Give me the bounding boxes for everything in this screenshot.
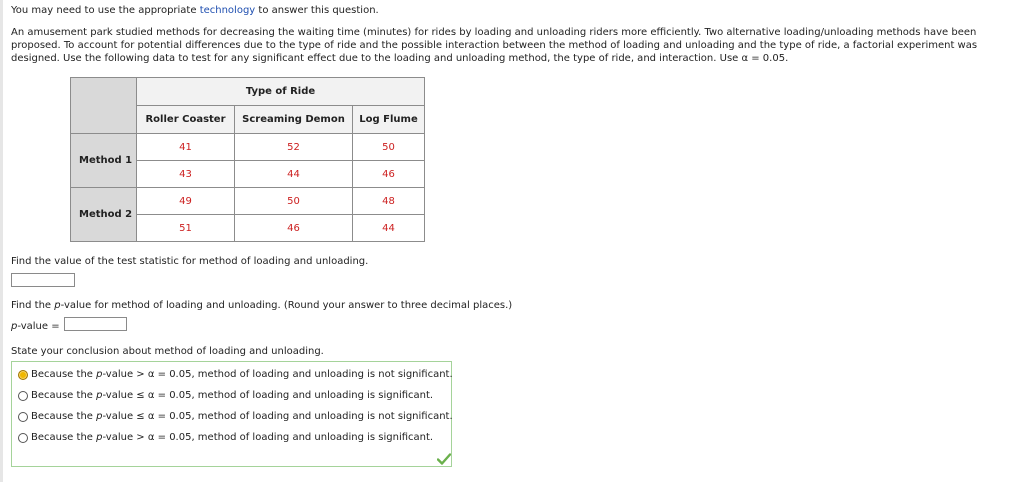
choice-suffix: -value > α = 0.05, method of loading and unloading is not significant. <box>102 369 453 380</box>
radio-button[interactable] <box>18 433 28 443</box>
choice-p: p <box>96 390 103 401</box>
table-cell: 50 <box>353 134 425 161</box>
p-value-label <box>11 320 60 333</box>
choice-prefix: Because the <box>31 390 97 401</box>
radio-button[interactable] <box>18 391 28 401</box>
table-cell: 46 <box>353 161 425 188</box>
table-cell: 44 <box>235 161 353 188</box>
row-header-method-1: Method 1 <box>71 134 137 188</box>
choice-p: p <box>96 369 103 380</box>
table-cell: 43 <box>137 161 235 188</box>
choice-prefix: Because the <box>31 411 97 422</box>
choice-p: p <box>96 432 103 443</box>
choice-suffix: -value > α = 0.05, method of loading and unloading is significant. <box>102 432 434 443</box>
test-statistic-input[interactable] <box>11 273 75 287</box>
p-value-label-suffix: -value = <box>17 321 60 332</box>
left-edge-bar <box>0 0 3 482</box>
conclusion-choices <box>11 361 452 467</box>
question-test-statistic: Find the value of the test statistic for method of loading and unloading. <box>11 256 369 267</box>
table-cell: 49 <box>137 188 235 215</box>
table-group-header: Type of Ride <box>137 78 425 106</box>
column-header: Roller Coaster <box>137 106 235 134</box>
question-conclusion: State your conclusion about method of loading and unloading. <box>11 346 324 357</box>
checkmark-icon <box>437 453 451 465</box>
radio-button[interactable] <box>18 412 28 422</box>
table-cell: 48 <box>353 188 425 215</box>
column-header: Screaming Demon <box>235 106 353 134</box>
table-cell: 50 <box>235 188 353 215</box>
row-header-method-2: Method 2 <box>71 188 137 242</box>
choice-label <box>31 389 433 403</box>
question-p-value <box>11 299 512 312</box>
p-value-input[interactable] <box>64 317 127 331</box>
p-value-label-p: p <box>11 321 18 332</box>
question2-suffix: -value for method of loading and unloading. (Round your answer to three decimal places.) <box>60 300 513 311</box>
choice-suffix: -value ≤ α = 0.05, method of loading and unloading is not significant. <box>102 411 453 422</box>
data-table <box>70 77 425 242</box>
column-header: Log Flume <box>353 106 425 134</box>
choice-prefix: Because the <box>31 369 97 380</box>
problem-statement: An amusement park studied methods for decreasing the waiting time (minutes) for rides by loading and unloading riders more efficiently. Two alternative loading/unloading methods have been proposed. To account for potential differences due to the type of ride and the possible interaction between the method of loading and unloading and the type of ride, a factorial experiment was designed. Use the following data to test for any significant effect due to the loading and unloading method, the type of ride, and interaction. Use α = 0.05. <box>11 27 978 64</box>
table-cell: 51 <box>137 215 235 242</box>
table-row <box>71 188 425 215</box>
intro-suffix: to answer this question. <box>255 5 379 16</box>
table-corner <box>71 78 137 134</box>
choice-label <box>31 410 453 424</box>
table-cell: 44 <box>353 215 425 242</box>
intro-text <box>11 4 379 17</box>
table-cell: 41 <box>137 134 235 161</box>
choice-p: p <box>96 411 103 422</box>
technology-link[interactable]: technology <box>199 5 256 16</box>
choice-label <box>31 431 433 445</box>
question2-prefix: Find the <box>11 300 55 311</box>
intro-prefix: You may need to use the appropriate <box>11 5 200 16</box>
choice-prefix: Because the <box>31 432 97 443</box>
table-row <box>71 134 425 161</box>
question2-p: p <box>54 300 61 311</box>
table-cell: 52 <box>235 134 353 161</box>
table-cell: 46 <box>235 215 353 242</box>
choice-suffix: -value ≤ α = 0.05, method of loading and unloading is significant. <box>102 390 434 401</box>
choice-label <box>31 368 453 382</box>
radio-button-selected[interactable] <box>18 370 28 380</box>
